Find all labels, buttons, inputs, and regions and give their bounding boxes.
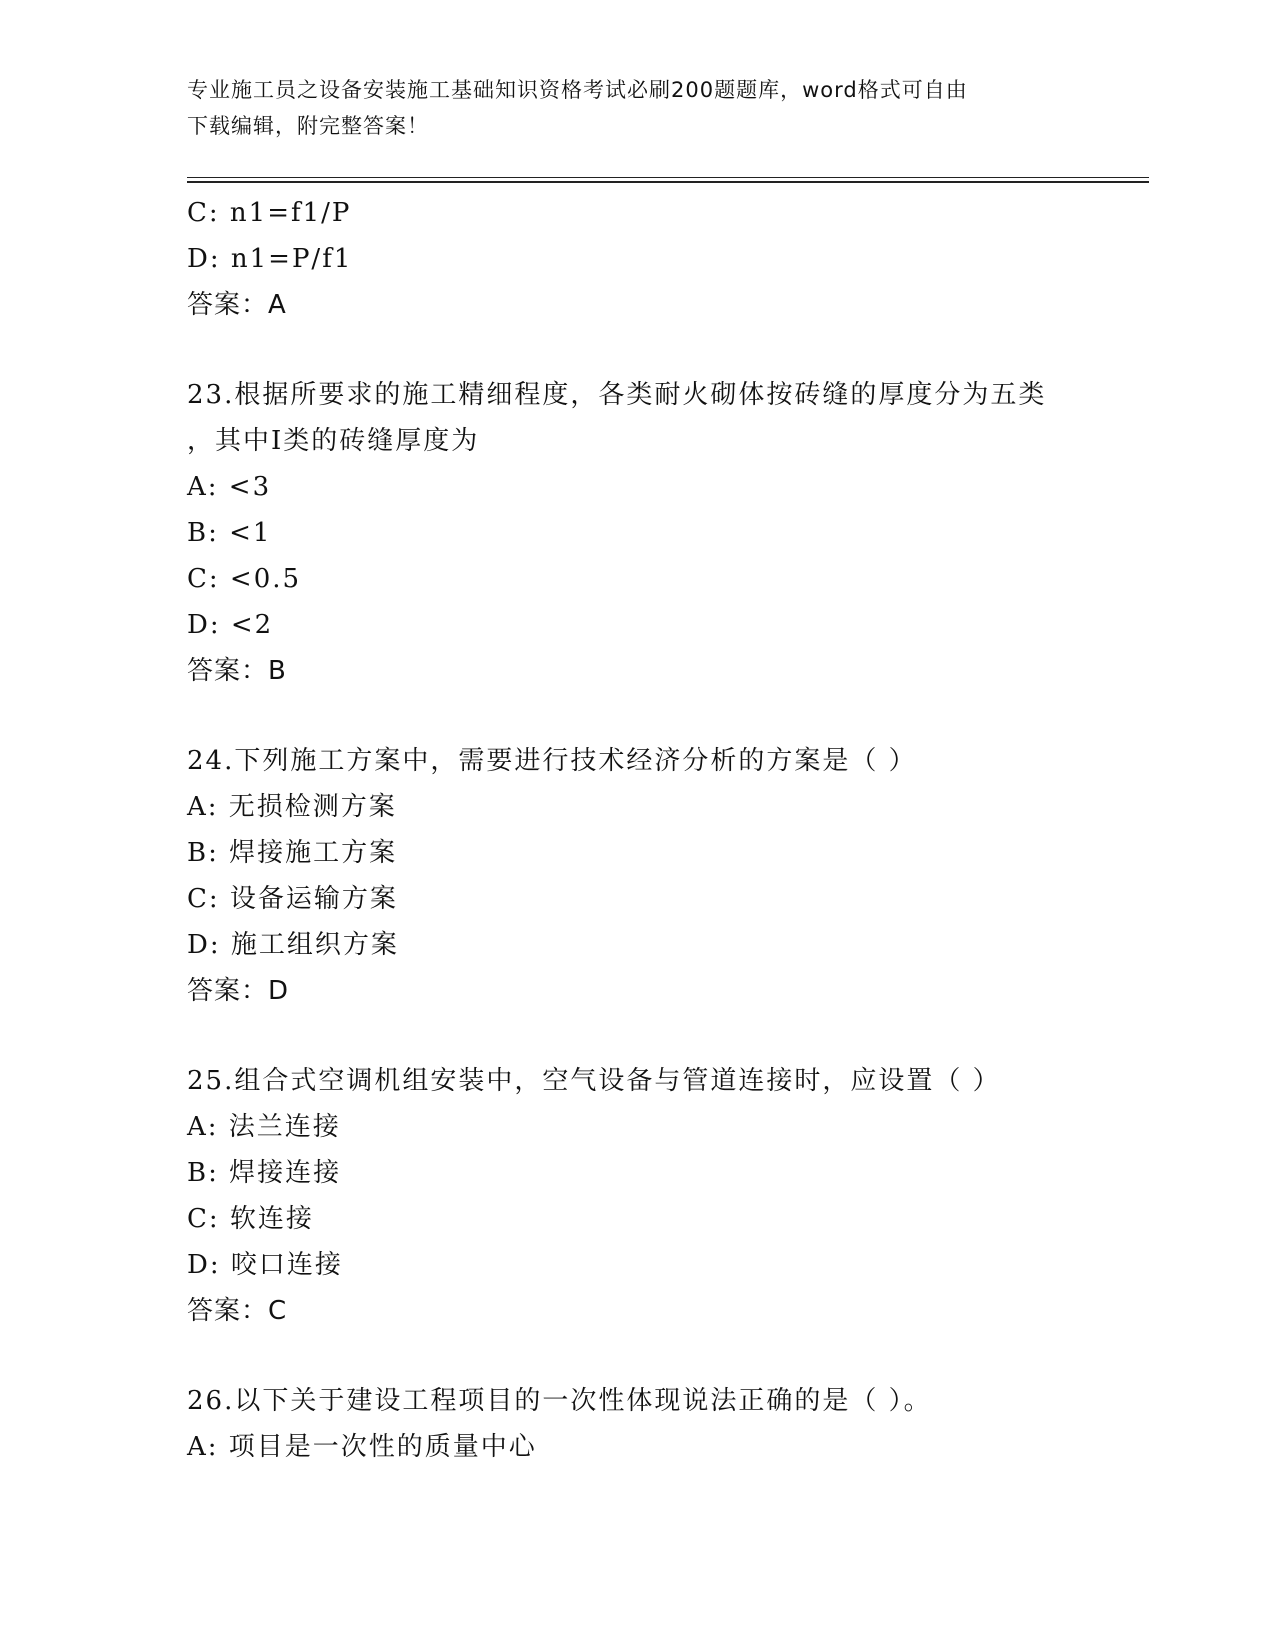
answer-line: 答案：D [187, 976, 290, 1006]
option-a: A: 无损检测方案 [187, 792, 397, 822]
header-divider-thick [187, 181, 1149, 183]
option-d: D: 施工组织方案 [187, 930, 399, 960]
option-c: C: <0.5 [187, 564, 302, 594]
option-a: A: 法兰连接 [187, 1112, 341, 1142]
option-b: B: 焊接施工方案 [187, 838, 398, 868]
question-24 [187, 738, 1149, 1014]
question-text: 24.下列施工方案中，需要进行技术经济分析的方案是（ ） [187, 746, 917, 776]
option-d: D: n1=P/f1 [187, 244, 353, 274]
document-header [187, 72, 1087, 144]
option-b: B: 焊接连接 [187, 1158, 342, 1188]
question-text: 25.组合式空调机组安装中，空气设备与管道连接时，应设置（ ） [187, 1066, 1001, 1096]
answer-line: 答案：A [187, 290, 287, 320]
document-body [187, 190, 1149, 1470]
option-a: A: 项目是一次性的质量中心 [187, 1432, 537, 1462]
option-d: D: 咬口连接 [187, 1250, 343, 1280]
option-d: D: <2 [187, 610, 274, 640]
header-line-2: 下载编辑，附完整答案！ [187, 114, 429, 138]
question-25 [187, 1058, 1149, 1334]
answer-line: 答案：C [187, 1296, 288, 1326]
option-c: C: 软连接 [187, 1204, 314, 1234]
question-text: 23.根据所要求的施工精细程度，各类耐火砌体按砖缝的厚度分为五类 [187, 380, 1047, 410]
option-c: C: n1=f1/P [187, 198, 352, 228]
header-line-1: 专业施工员之设备安装施工基础知识资格考试必刷200题题库，word格式可自由 [187, 78, 968, 102]
answer-line: 答案：B [187, 656, 287, 686]
question-text-continued: ，其中Ⅰ类的砖缝厚度为 [187, 426, 480, 456]
question-26 [187, 1378, 1149, 1470]
question-text: 26.以下关于建设工程项目的一次性体现说法正确的是（ ）。 [187, 1386, 932, 1416]
option-a: A: <3 [187, 472, 272, 502]
question-23 [187, 372, 1149, 694]
question-22-continued [187, 190, 1149, 328]
header-divider-thin [187, 177, 1149, 178]
option-b: B: <1 [187, 518, 272, 548]
option-c: C: 设备运输方案 [187, 884, 398, 914]
